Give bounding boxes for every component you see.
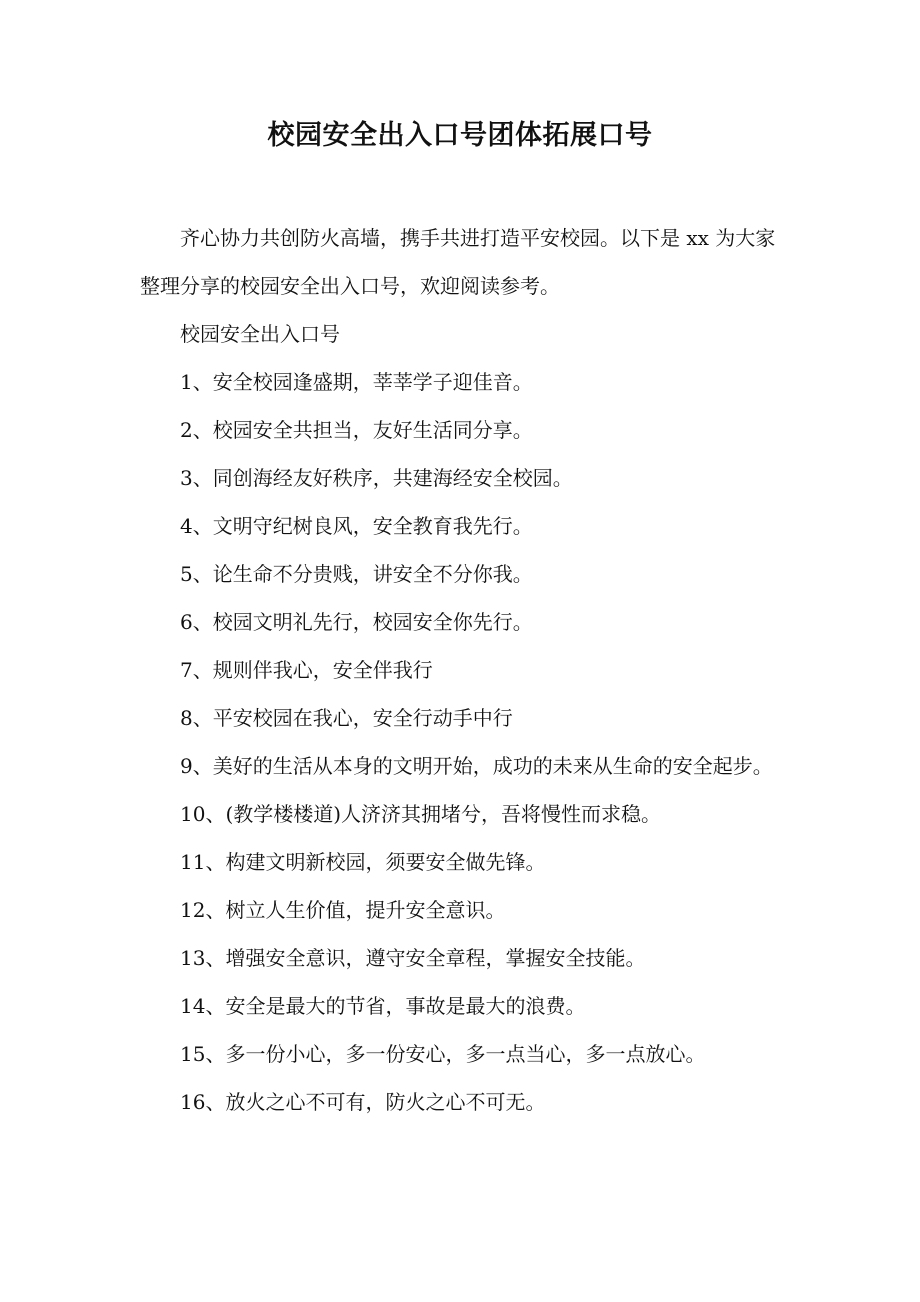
slogan-item: 12、树立人生价值，提升安全意识。 <box>180 898 506 922</box>
slogan-item: 5、论生命不分贵贱，讲安全不分你我。 <box>180 562 533 586</box>
slogan-item: 9、美好的生活从本身的文明开始，成功的未来从生命的安全起步。 <box>180 754 773 778</box>
document-body <box>140 214 785 1126</box>
intro-paragraph: 齐心协力共创防火高墙，携手共进打造平安校园。以下是 xx 为大家整理分享的校园安全出入口号，欢迎阅读参考。 <box>140 226 776 298</box>
slogan-item: 4、文明守纪树良风，安全教育我先行。 <box>180 514 533 538</box>
slogan-item: 13、增强安全意识，遵守安全章程，掌握安全技能。 <box>180 946 646 970</box>
slogan-item: 2、校园安全共担当，友好生活同分享。 <box>180 418 533 442</box>
section-heading: 校园安全出入口号 <box>180 322 340 346</box>
slogan-item: 11、构建文明新校园，须要安全做先锋。 <box>180 850 546 874</box>
document-title: 校园安全出入口号团体拓展口号 <box>267 120 653 151</box>
slogan-item: 15、多一份小心，多一份安心，多一点当心，多一点放心。 <box>180 1042 706 1066</box>
slogan-item: 16、放火之心不可有，防火之心不可无。 <box>180 1090 546 1114</box>
slogan-item: 8、平安校园在我心，安全行动手中行 <box>180 706 513 730</box>
slogan-item: 10、(教学楼楼道)人济济其拥堵兮，吾将慢性而求稳。 <box>180 802 662 826</box>
slogan-item: 3、同创海经友好秩序，共建海经安全校园。 <box>180 466 573 490</box>
slogan-item: 7、规则伴我心，安全伴我行 <box>180 658 433 682</box>
slogan-item: 6、校园文明礼先行，校园安全你先行。 <box>180 610 533 634</box>
slogan-item: 14、安全是最大的节省，事故是最大的浪费。 <box>180 994 586 1018</box>
slogan-item: 1、安全校园逢盛期，莘莘学子迎佳音。 <box>180 370 533 394</box>
